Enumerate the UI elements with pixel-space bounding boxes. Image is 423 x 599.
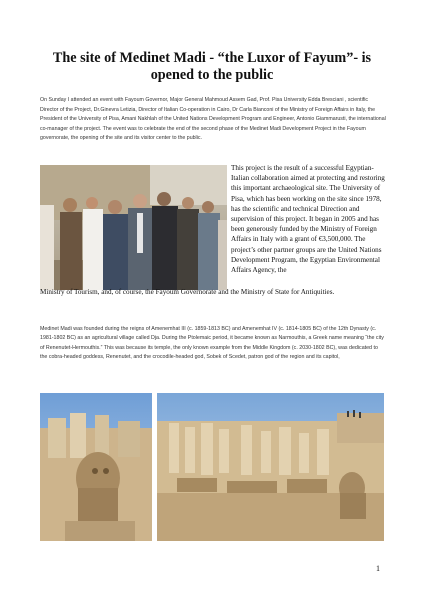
history-paragraph: Medinet Madi was founded during the reigns of Amenemhat III (c. 1859-1813 BC) and Amenemhat IV (c. 1814-1805 BC) of the 12th Dynasty (c. 1981-1802 BC) as an agricultural village called Dja. During the Ptolemaic period, it became known as Narmouthis, a Greek name meaning “the city of Renenutet-Hermouthis.” This was because its temple, the only known example from the Middle Kingdom (c. 2030-1802 BC), was dedicated to the cobra-headed goddess, Renenutet, and the crocodile-headed god, Sobek of Scedet, patron god of the region and its capitol, — [40, 326, 384, 361]
intro-paragraph: On Sunday I attended an event with Fayoum Governor, Major General Mahmoud Assem Gad, Prof. Pisa University Edda Bresciani , scientific Director of the Project, Dr.Ginevra Letizia, Director of Italian Co-operation in Cairo, Dr Carla Bianconi of the Ministry of Foreign Affairs in Italy, the President of the University of Pisa, Amani Nakhlah of the United Nations Development Program and Engineer, Antonio Giammarusti, the international co-manager of the project. The event was to celebrate the end of the second phase of the Medinet Madi Development Project in the Fayoum governorate, the opening of the site and its visitor center to the public. — [40, 97, 386, 142]
officials-group-photo — [40, 165, 227, 290]
project-description-continued: Ministry of Tourism, and, of course, the Fayoum Governorate and the Ministry of State for Antiquities. — [40, 288, 335, 296]
temple-ruins-photo — [157, 393, 384, 541]
lion-statue-photo — [40, 393, 152, 541]
page-title: The site of Medinet Madi - “the Luxor of Fayum”- is opened to the public — [52, 50, 372, 83]
project-description: This project is the result of a successful Egyptian-Italian collaboration aimed at protecting and restoring this important archaeological site. The University of Pisa, which has been working on the site since 1978, has the scientific and technical Direction and supervision of this project. It began in 2005 and has been generously funded by the Ministry of Foreign Affairs in Italy with a grant of €3,500,000. The project’s other partner groups are the United Nations Development Program, the Egyptian Environmental Affairs Agency, the — [231, 164, 385, 275]
page-number: 1 — [376, 564, 380, 573]
